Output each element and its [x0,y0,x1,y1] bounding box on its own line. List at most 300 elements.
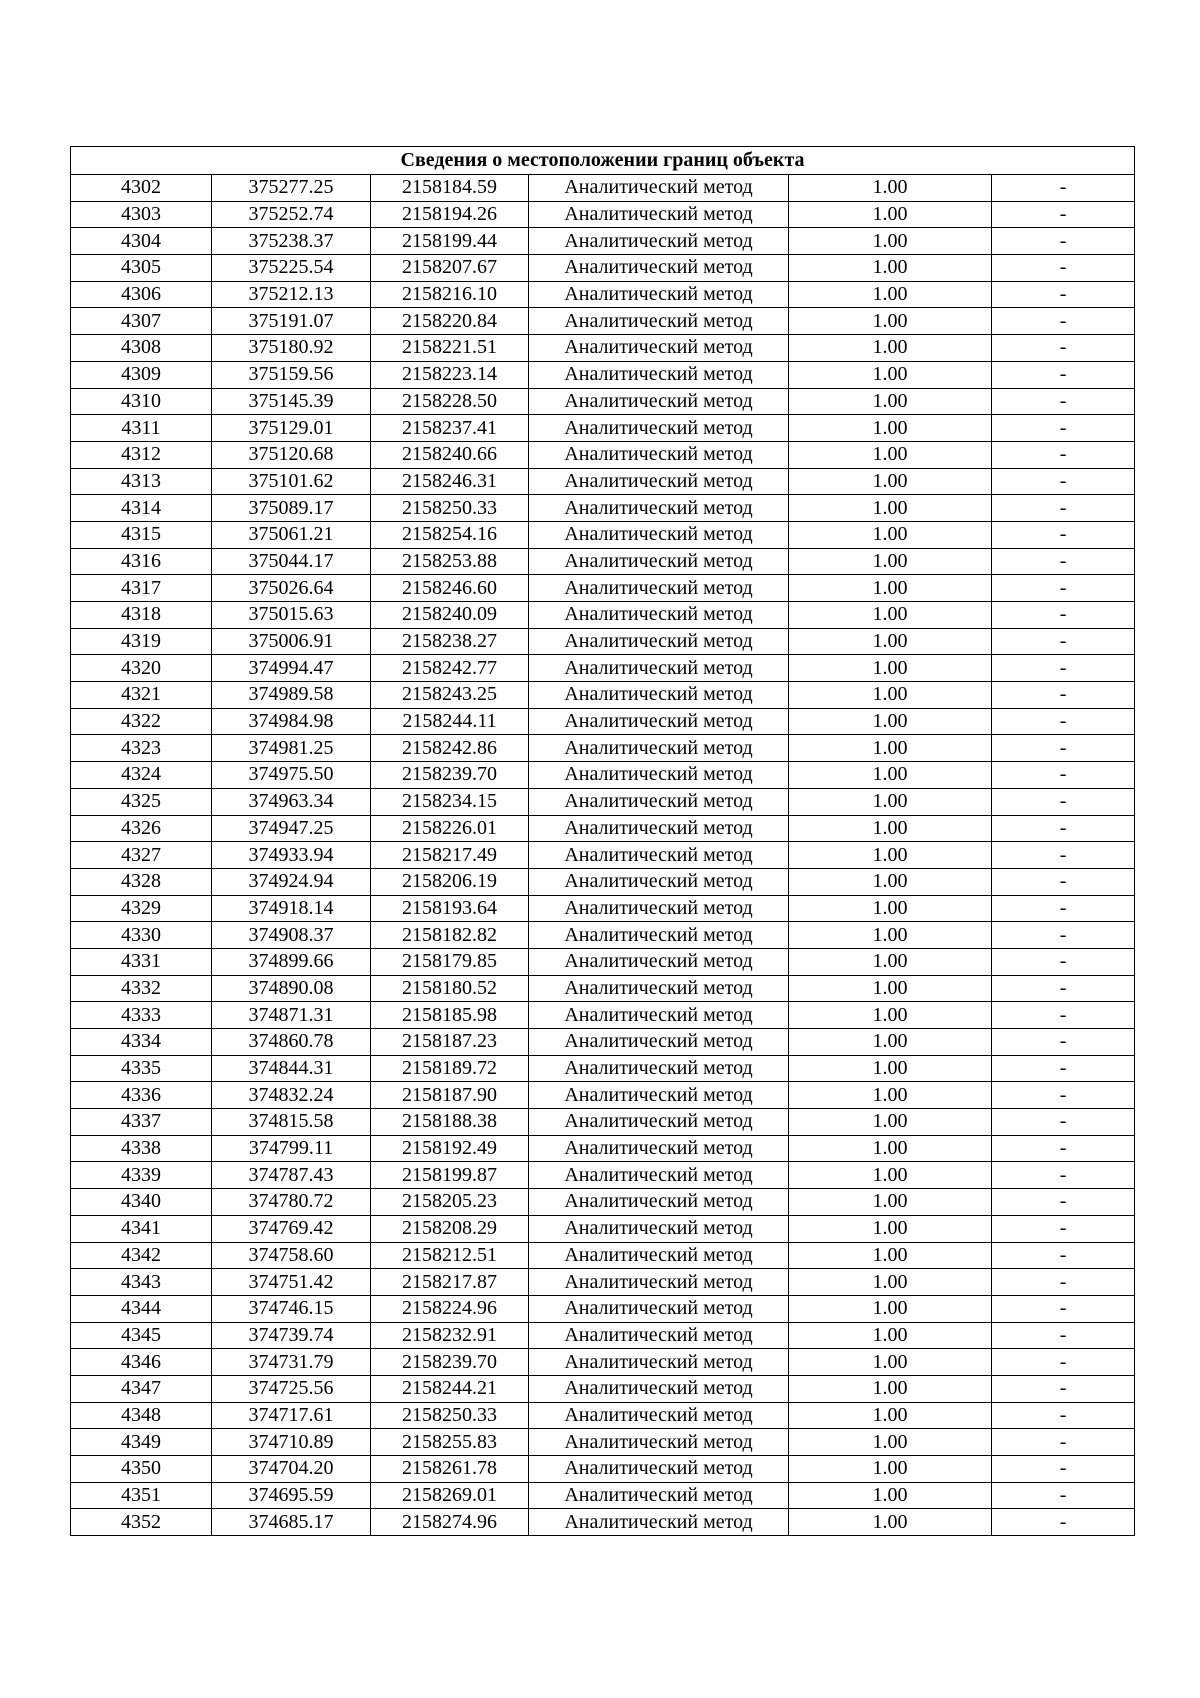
y-coordinate-cell: 2158242.77 [371,655,529,682]
accuracy-cell: 1.00 [789,255,992,282]
method-cell: Аналитический метод [529,521,789,548]
x-coordinate-cell: 375101.62 [212,468,371,495]
method-cell: Аналитический метод [529,1162,789,1189]
x-coordinate-cell: 375277.25 [212,175,371,202]
method-cell: Аналитический метод [529,575,789,602]
description-cell: - [992,1322,1135,1349]
method-cell: Аналитический метод [529,762,789,789]
accuracy-cell: 1.00 [789,468,992,495]
y-coordinate-cell: 2158228.50 [371,388,529,415]
point-number-cell: 4350 [71,1456,212,1483]
description-cell: - [992,201,1135,228]
accuracy-cell: 1.00 [789,228,992,255]
description-cell: - [992,762,1135,789]
y-coordinate-cell: 2158244.11 [371,708,529,735]
accuracy-cell: 1.00 [789,1482,992,1509]
method-cell: Аналитический метод [529,628,789,655]
y-coordinate-cell: 2158224.96 [371,1295,529,1322]
method-cell: Аналитический метод [529,548,789,575]
y-coordinate-cell: 2158246.60 [371,575,529,602]
x-coordinate-cell: 374710.89 [212,1429,371,1456]
accuracy-cell: 1.00 [789,1055,992,1082]
y-coordinate-cell: 2158250.33 [371,1402,529,1429]
table-row [71,762,1135,789]
table-row [71,948,1135,975]
table-row [71,868,1135,895]
table-row [71,655,1135,682]
method-cell: Аналитический метод [529,1509,789,1536]
description-cell: - [992,175,1135,202]
point-number-cell: 4305 [71,255,212,282]
y-coordinate-cell: 2158246.31 [371,468,529,495]
x-coordinate-cell: 374981.25 [212,735,371,762]
description-cell: - [992,335,1135,362]
y-coordinate-cell: 2158212.51 [371,1242,529,1269]
x-coordinate-cell: 374890.08 [212,975,371,1002]
method-cell: Аналитический метод [529,1456,789,1483]
accuracy-cell: 1.00 [789,1322,992,1349]
method-cell: Аналитический метод [529,1242,789,1269]
x-coordinate-cell: 375180.92 [212,335,371,362]
table-row [71,575,1135,602]
point-number-cell: 4347 [71,1375,212,1402]
y-coordinate-cell: 2158216.10 [371,281,529,308]
table-row [71,255,1135,282]
point-number-cell: 4338 [71,1135,212,1162]
y-coordinate-cell: 2158223.14 [371,361,529,388]
method-cell: Аналитический метод [529,1002,789,1029]
table-row [71,1295,1135,1322]
y-coordinate-cell: 2158184.59 [371,175,529,202]
accuracy-cell: 1.00 [789,1402,992,1429]
accuracy-cell: 1.00 [789,682,992,709]
method-cell: Аналитический метод [529,895,789,922]
y-coordinate-cell: 2158238.27 [371,628,529,655]
table-body [71,175,1135,1536]
point-number-cell: 4348 [71,1402,212,1429]
x-coordinate-cell: 374731.79 [212,1349,371,1376]
table-row [71,1029,1135,1056]
point-number-cell: 4308 [71,335,212,362]
description-cell: - [992,575,1135,602]
y-coordinate-cell: 2158188.38 [371,1109,529,1136]
point-number-cell: 4329 [71,895,212,922]
table-title-row [71,147,1135,175]
accuracy-cell: 1.00 [789,1215,992,1242]
point-number-cell: 4334 [71,1029,212,1056]
x-coordinate-cell: 374989.58 [212,682,371,709]
table-row [71,1322,1135,1349]
table-row [71,922,1135,949]
description-cell: - [992,842,1135,869]
method-cell: Аналитический метод [529,1135,789,1162]
point-number-cell: 4318 [71,602,212,629]
accuracy-cell: 1.00 [789,628,992,655]
y-coordinate-cell: 2158261.78 [371,1456,529,1483]
method-cell: Аналитический метод [529,361,789,388]
description-cell: - [992,1242,1135,1269]
accuracy-cell: 1.00 [789,922,992,949]
accuracy-cell: 1.00 [789,602,992,629]
accuracy-cell: 1.00 [789,1135,992,1162]
method-cell: Аналитический метод [529,441,789,468]
accuracy-cell: 1.00 [789,175,992,202]
description-cell: - [992,441,1135,468]
table-row [71,441,1135,468]
point-number-cell: 4328 [71,868,212,895]
description-cell: - [992,1429,1135,1456]
description-cell: - [992,468,1135,495]
point-number-cell: 4341 [71,1215,212,1242]
y-coordinate-cell: 2158250.33 [371,495,529,522]
accuracy-cell: 1.00 [789,575,992,602]
x-coordinate-cell: 374717.61 [212,1402,371,1429]
accuracy-cell: 1.00 [789,1509,992,1536]
accuracy-cell: 1.00 [789,788,992,815]
table-row [71,895,1135,922]
method-cell: Аналитический метод [529,602,789,629]
y-coordinate-cell: 2158206.19 [371,868,529,895]
point-number-cell: 4311 [71,415,212,442]
point-number-cell: 4317 [71,575,212,602]
table-row [71,1215,1135,1242]
table-row [71,388,1135,415]
table-row [71,1482,1135,1509]
table-row [71,281,1135,308]
method-cell: Аналитический метод [529,175,789,202]
point-number-cell: 4319 [71,628,212,655]
method-cell: Аналитический метод [529,1269,789,1296]
method-cell: Аналитический метод [529,815,789,842]
description-cell: - [992,948,1135,975]
accuracy-cell: 1.00 [789,1429,992,1456]
y-coordinate-cell: 2158217.49 [371,842,529,869]
method-cell: Аналитический метод [529,842,789,869]
accuracy-cell: 1.00 [789,842,992,869]
y-coordinate-cell: 2158179.85 [371,948,529,975]
point-number-cell: 4320 [71,655,212,682]
accuracy-cell: 1.00 [789,335,992,362]
method-cell: Аналитический метод [529,1055,789,1082]
description-cell: - [992,1509,1135,1536]
method-cell: Аналитический метод [529,868,789,895]
x-coordinate-cell: 374947.25 [212,815,371,842]
table-row [71,228,1135,255]
accuracy-cell: 1.00 [789,1109,992,1136]
y-coordinate-cell: 2158221.51 [371,335,529,362]
accuracy-cell: 1.00 [789,1029,992,1056]
method-cell: Аналитический метод [529,495,789,522]
method-cell: Аналитический метод [529,468,789,495]
x-coordinate-cell: 375129.01 [212,415,371,442]
x-coordinate-cell: 374832.24 [212,1082,371,1109]
y-coordinate-cell: 2158199.87 [371,1162,529,1189]
accuracy-cell: 1.00 [789,548,992,575]
table-row [71,1509,1135,1536]
table-row [71,1429,1135,1456]
description-cell: - [992,628,1135,655]
point-number-cell: 4346 [71,1349,212,1376]
description-cell: - [992,868,1135,895]
method-cell: Аналитический метод [529,255,789,282]
point-number-cell: 4312 [71,441,212,468]
point-number-cell: 4351 [71,1482,212,1509]
x-coordinate-cell: 374924.94 [212,868,371,895]
x-coordinate-cell: 375120.68 [212,441,371,468]
y-coordinate-cell: 2158255.83 [371,1429,529,1456]
y-coordinate-cell: 2158193.64 [371,895,529,922]
x-coordinate-cell: 375225.54 [212,255,371,282]
x-coordinate-cell: 374739.74 [212,1322,371,1349]
table-row [71,308,1135,335]
description-cell: - [992,1215,1135,1242]
description-cell: - [992,1109,1135,1136]
description-cell: - [992,1295,1135,1322]
y-coordinate-cell: 2158244.21 [371,1375,529,1402]
point-number-cell: 4304 [71,228,212,255]
x-coordinate-cell: 374780.72 [212,1189,371,1216]
x-coordinate-cell: 374871.31 [212,1002,371,1029]
method-cell: Аналитический метод [529,388,789,415]
point-number-cell: 4343 [71,1269,212,1296]
point-number-cell: 4316 [71,548,212,575]
accuracy-cell: 1.00 [789,388,992,415]
description-cell: - [992,815,1135,842]
accuracy-cell: 1.00 [789,281,992,308]
x-coordinate-cell: 374984.98 [212,708,371,735]
table-row [71,521,1135,548]
table-row [71,415,1135,442]
point-number-cell: 4336 [71,1082,212,1109]
y-coordinate-cell: 2158240.09 [371,602,529,629]
y-coordinate-cell: 2158269.01 [371,1482,529,1509]
y-coordinate-cell: 2158180.52 [371,975,529,1002]
y-coordinate-cell: 2158239.70 [371,1349,529,1376]
point-number-cell: 4313 [71,468,212,495]
table-row [71,788,1135,815]
method-cell: Аналитический метод [529,415,789,442]
description-cell: - [992,1349,1135,1376]
method-cell: Аналитический метод [529,975,789,1002]
table-row [71,628,1135,655]
method-cell: Аналитический метод [529,1349,789,1376]
description-cell: - [992,388,1135,415]
point-number-cell: 4330 [71,922,212,949]
table-row [71,1189,1135,1216]
x-coordinate-cell: 375061.21 [212,521,371,548]
x-coordinate-cell: 375238.37 [212,228,371,255]
accuracy-cell: 1.00 [789,361,992,388]
x-coordinate-cell: 374685.17 [212,1509,371,1536]
description-cell: - [992,1375,1135,1402]
method-cell: Аналитический метод [529,922,789,949]
y-coordinate-cell: 2158207.67 [371,255,529,282]
method-cell: Аналитический метод [529,1322,789,1349]
x-coordinate-cell: 375212.13 [212,281,371,308]
table-row [71,735,1135,762]
method-cell: Аналитический метод [529,708,789,735]
x-coordinate-cell: 374758.60 [212,1242,371,1269]
method-cell: Аналитический метод [529,1375,789,1402]
description-cell: - [992,228,1135,255]
table-row [71,201,1135,228]
method-cell: Аналитический метод [529,788,789,815]
point-number-cell: 4321 [71,682,212,709]
description-cell: - [992,1029,1135,1056]
description-cell: - [992,655,1135,682]
description-cell: - [992,708,1135,735]
x-coordinate-cell: 374799.11 [212,1135,371,1162]
boundary-coordinates-table [70,146,1135,1536]
description-cell: - [992,602,1135,629]
y-coordinate-cell: 2158239.70 [371,762,529,789]
x-coordinate-cell: 375089.17 [212,495,371,522]
x-coordinate-cell: 375044.17 [212,548,371,575]
y-coordinate-cell: 2158194.26 [371,201,529,228]
description-cell: - [992,1402,1135,1429]
x-coordinate-cell: 375015.63 [212,602,371,629]
description-cell: - [992,1135,1135,1162]
description-cell: - [992,682,1135,709]
x-coordinate-cell: 374815.58 [212,1109,371,1136]
description-cell: - [992,548,1135,575]
accuracy-cell: 1.00 [789,762,992,789]
accuracy-cell: 1.00 [789,1349,992,1376]
y-coordinate-cell: 2158237.41 [371,415,529,442]
accuracy-cell: 1.00 [789,735,992,762]
method-cell: Аналитический метод [529,228,789,255]
x-coordinate-cell: 374933.94 [212,842,371,869]
method-cell: Аналитический метод [529,281,789,308]
description-cell: - [992,1002,1135,1029]
table-row [71,175,1135,202]
point-number-cell: 4337 [71,1109,212,1136]
method-cell: Аналитический метод [529,1482,789,1509]
point-number-cell: 4325 [71,788,212,815]
x-coordinate-cell: 374725.56 [212,1375,371,1402]
accuracy-cell: 1.00 [789,948,992,975]
x-coordinate-cell: 374860.78 [212,1029,371,1056]
point-number-cell: 4352 [71,1509,212,1536]
table-row [71,1242,1135,1269]
table-title: Сведения о местоположении границ объекта [71,147,1135,175]
table-row [71,975,1135,1002]
y-coordinate-cell: 2158217.87 [371,1269,529,1296]
method-cell: Аналитический метод [529,1429,789,1456]
description-cell: - [992,1456,1135,1483]
method-cell: Аналитический метод [529,682,789,709]
point-number-cell: 4322 [71,708,212,735]
y-coordinate-cell: 2158220.84 [371,308,529,335]
table-row [71,1349,1135,1376]
point-number-cell: 4333 [71,1002,212,1029]
x-coordinate-cell: 374908.37 [212,922,371,949]
table-row [71,335,1135,362]
y-coordinate-cell: 2158192.49 [371,1135,529,1162]
accuracy-cell: 1.00 [789,1189,992,1216]
description-cell: - [992,1269,1135,1296]
point-number-cell: 4306 [71,281,212,308]
description-cell: - [992,361,1135,388]
x-coordinate-cell: 374899.66 [212,948,371,975]
point-number-cell: 4332 [71,975,212,1002]
point-number-cell: 4309 [71,361,212,388]
y-coordinate-cell: 2158199.44 [371,228,529,255]
accuracy-cell: 1.00 [789,1295,992,1322]
y-coordinate-cell: 2158208.29 [371,1215,529,1242]
point-number-cell: 4303 [71,201,212,228]
point-number-cell: 4340 [71,1189,212,1216]
y-coordinate-cell: 2158242.86 [371,735,529,762]
table-row [71,815,1135,842]
method-cell: Аналитический метод [529,735,789,762]
x-coordinate-cell: 374963.34 [212,788,371,815]
description-cell: - [992,922,1135,949]
table-row [71,1269,1135,1296]
description-cell: - [992,308,1135,335]
point-number-cell: 4324 [71,762,212,789]
table-row [71,468,1135,495]
description-cell: - [992,975,1135,1002]
x-coordinate-cell: 374746.15 [212,1295,371,1322]
x-coordinate-cell: 374751.42 [212,1269,371,1296]
accuracy-cell: 1.00 [789,868,992,895]
method-cell: Аналитический метод [529,1215,789,1242]
description-cell: - [992,1482,1135,1509]
y-coordinate-cell: 2158234.15 [371,788,529,815]
y-coordinate-cell: 2158274.96 [371,1509,529,1536]
accuracy-cell: 1.00 [789,308,992,335]
description-cell: - [992,521,1135,548]
table-row [71,602,1135,629]
accuracy-cell: 1.00 [789,1242,992,1269]
table-row [71,548,1135,575]
x-coordinate-cell: 374918.14 [212,895,371,922]
point-number-cell: 4315 [71,521,212,548]
point-number-cell: 4344 [71,1295,212,1322]
method-cell: Аналитический метод [529,201,789,228]
method-cell: Аналитический метод [529,1029,789,1056]
x-coordinate-cell: 374704.20 [212,1456,371,1483]
x-coordinate-cell: 374994.47 [212,655,371,682]
accuracy-cell: 1.00 [789,815,992,842]
x-coordinate-cell: 374769.42 [212,1215,371,1242]
accuracy-cell: 1.00 [789,1162,992,1189]
method-cell: Аналитический метод [529,1402,789,1429]
description-cell: - [992,255,1135,282]
x-coordinate-cell: 375252.74 [212,201,371,228]
table-row [71,361,1135,388]
method-cell: Аналитический метод [529,1082,789,1109]
accuracy-cell: 1.00 [789,495,992,522]
y-coordinate-cell: 2158187.23 [371,1029,529,1056]
point-number-cell: 4342 [71,1242,212,1269]
accuracy-cell: 1.00 [789,975,992,1002]
x-coordinate-cell: 374787.43 [212,1162,371,1189]
description-cell: - [992,495,1135,522]
table-row [71,495,1135,522]
y-coordinate-cell: 2158253.88 [371,548,529,575]
x-coordinate-cell: 375026.64 [212,575,371,602]
x-coordinate-cell: 375159.56 [212,361,371,388]
point-number-cell: 4339 [71,1162,212,1189]
table-row [71,708,1135,735]
method-cell: Аналитический метод [529,1295,789,1322]
method-cell: Аналитический метод [529,308,789,335]
x-coordinate-cell: 375006.91 [212,628,371,655]
description-cell: - [992,788,1135,815]
point-number-cell: 4314 [71,495,212,522]
